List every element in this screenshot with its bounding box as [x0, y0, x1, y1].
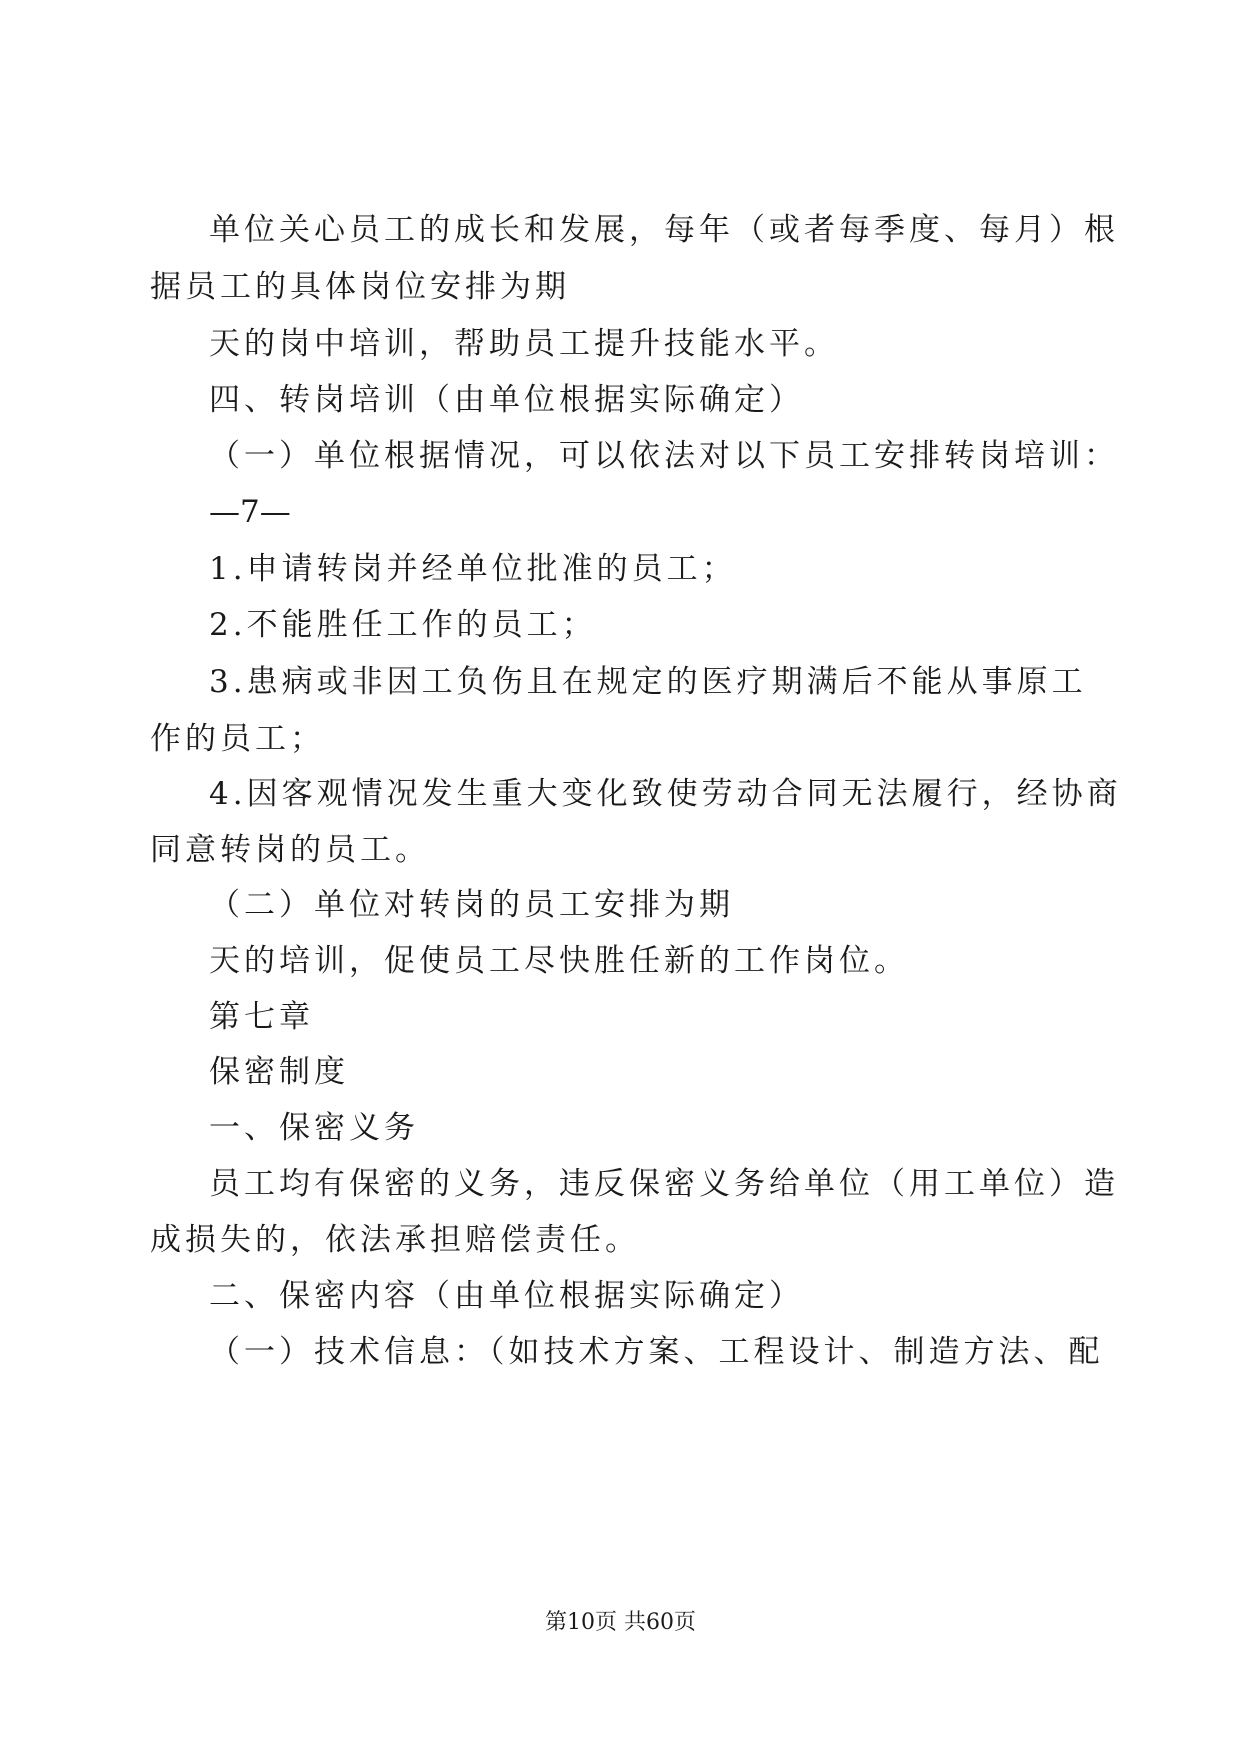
text-line: 作的员工； [150, 721, 325, 757]
list-item: 2.不能胜任工作的员工； [209, 607, 597, 643]
text-line: （二）单位对转岗的员工安排为期 [209, 887, 734, 923]
text-line: 据员工的具体岗位安排为期 [150, 269, 570, 305]
text-line: 天的培训，促使员工尽快胜任新的工作岗位。 [209, 943, 909, 979]
section-heading: 二、保密内容（由单位根据实际确定） [209, 1278, 804, 1314]
inner-page-number: —7— [209, 494, 291, 530]
list-item: 3.患病或非因工负伤且在规定的医疗期满后不能从事原工 [209, 664, 1087, 700]
page-footer: 第10页 共60页 [545, 1610, 696, 1635]
list-item: 4.因客观情况发生重大变化致使劳动合同无法履行，经协商 [209, 776, 1122, 812]
text-line: 天的岗中培训，帮助员工提升技能水平。 [209, 326, 839, 362]
section-heading: 一、保密义务 [209, 1110, 419, 1146]
text-line: （一）单位根据情况，可以依法对以下员工安排转岗培训： [209, 438, 1119, 474]
text-line: （一）技术信息：（如技术方案、工程设计、制造方法、配 [209, 1334, 1104, 1370]
list-item: 1.申请转岗并经单位批准的员工； [209, 551, 737, 587]
text-line: 单位关心员工的成长和发展，每年（或者每季度、每月）根 [209, 212, 1119, 248]
chapter-title: 保密制度 [209, 1054, 349, 1090]
section-heading: 四、转岗培训（由单位根据实际确定） [209, 382, 804, 418]
text-line: 同意转岗的员工。 [150, 832, 430, 868]
text-line: 成损失的，依法承担赔偿责任。 [150, 1222, 640, 1258]
chapter-heading: 第七章 [209, 999, 314, 1035]
text-line: 员工均有保密的义务，违反保密义务给单位（用工单位）造 [209, 1166, 1119, 1202]
